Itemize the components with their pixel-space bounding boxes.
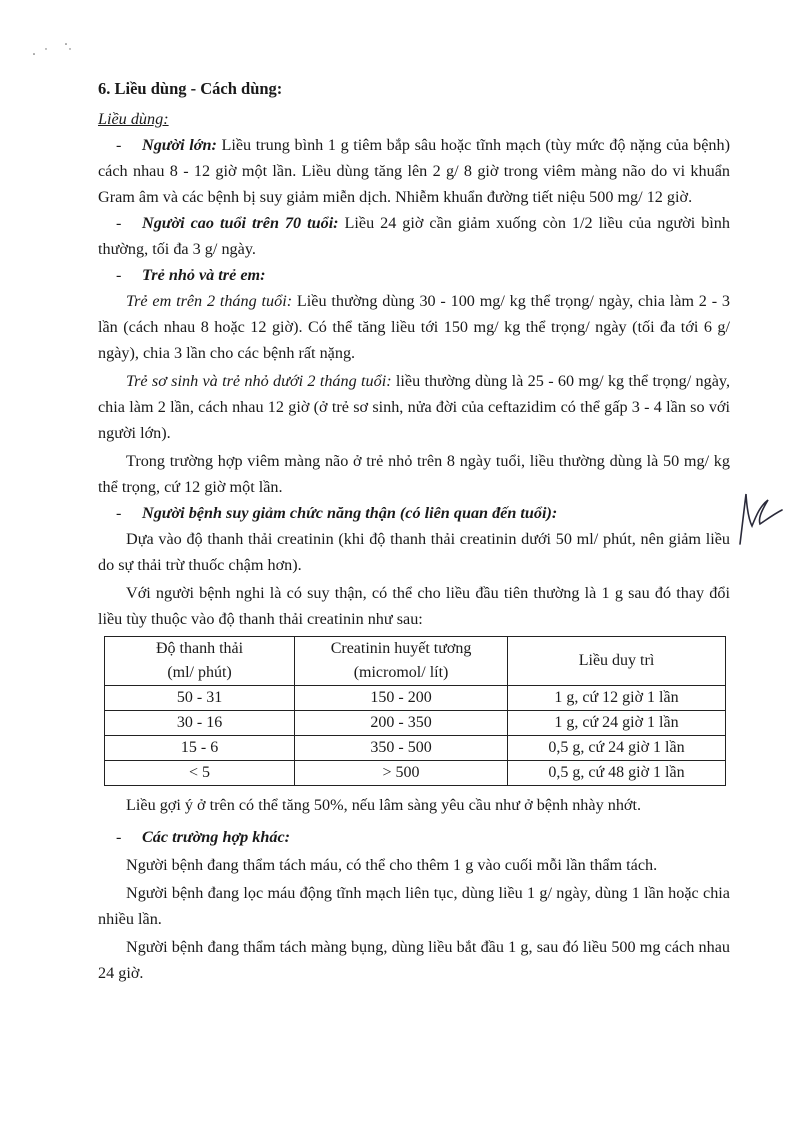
bullet-dash: -: [116, 266, 122, 284]
under2-label: Trẻ sơ sinh và trẻ nhỏ dưới 2 tháng tuổi:: [126, 372, 392, 390]
table-header-cell: Liều duy trì: [507, 637, 725, 686]
other-paragraph-2: Người bệnh đang lọc máu động tĩnh mạch liên tục, dùng liều 1 g/ ngày, dùng 1 lần hoặc chia nhiều lần.: [98, 884, 730, 928]
elderly-text: Liều 24 giờ cần giảm xuống còn 1/2 liều của người bình thường, tối đa 3 g/ ngày.: [98, 214, 730, 258]
table-header-row: [105, 637, 726, 686]
dosage-subheading: Liều dùng:: [98, 110, 169, 128]
table-cell: 15 - 6: [105, 736, 295, 761]
other-label: Các trường hợp khác:: [142, 828, 291, 846]
table-cell: 0,5 g, cứ 24 giờ 1 lần: [507, 736, 725, 761]
bullet-dash: -: [116, 828, 122, 846]
section-heading: 6. Liều dùng - Cách dùng:: [98, 79, 283, 98]
table-row: [105, 736, 726, 761]
handwritten-initials: [732, 480, 788, 550]
table-row: [105, 761, 726, 786]
scan-specks: [30, 40, 80, 60]
table-header-cell: Độ thanh thải (ml/ phút): [105, 637, 295, 686]
adult-label: Người lớn:: [142, 136, 217, 154]
renal-dosage-table: [104, 636, 726, 786]
table-row: [105, 711, 726, 736]
table-cell: 50 - 31: [105, 686, 295, 711]
over2-text: Liều thường dùng 30 - 100 mg/ kg thể trọng/ ngày, chia làm 2 - 3 lần (cách nhau 8 hoặc 12 giờ). Có thể tăng liều tới 150 mg/ kg thể trọng/ ngày (tối đa tới 6 g/ ngày), chia 3 lần cho các bệnh rất nặng.: [98, 292, 730, 362]
renal-label: Người bệnh suy giảm chức năng thận (có liên quan đến tuổi):: [142, 504, 558, 522]
table-header-cell: Creatinin huyết tương (micromol/ lít): [295, 637, 508, 686]
over2-label: Trẻ em trên 2 tháng tuổi:: [126, 292, 293, 310]
table-row: [105, 686, 726, 711]
children-heading: [98, 262, 730, 288]
table-cell: < 5: [105, 761, 295, 786]
renal-heading: [98, 500, 730, 526]
elderly-label: Người cao tuổi trên 70 tuổi:: [142, 214, 339, 232]
children-over-2-months: [98, 288, 730, 366]
table-cell: 350 - 500: [295, 736, 508, 761]
table-cell: 0,5 g, cứ 48 giờ 1 lần: [507, 761, 725, 786]
table-cell: 1 g, cứ 12 giờ 1 lần: [507, 686, 725, 711]
other-heading: [98, 824, 730, 850]
table-cell: > 500: [295, 761, 508, 786]
bullet-dash: -: [116, 214, 122, 232]
table-cell: 1 g, cứ 24 giờ 1 lần: [507, 711, 725, 736]
elderly-dosage: [98, 210, 730, 262]
children-meningitis: Trong trường hợp viêm màng não ở trẻ nhỏ trên 8 ngày tuổi, liều thường dùng là 50 mg/ kg thể trọng, cứ 12 giờ một lần.: [98, 452, 730, 496]
other-paragraph-1: Người bệnh đang thẩm tách máu, có thể cho thêm 1 g vào cuối mỗi lần thẩm tách.: [126, 856, 658, 874]
table-cell: 30 - 16: [105, 711, 295, 736]
children-under-2-months: [98, 368, 730, 446]
bullet-dash: -: [116, 504, 122, 522]
document-content: [98, 76, 730, 986]
renal-paragraph-2: Với người bệnh nghi là có suy thận, có thể cho liều đầu tiên thường là 1 g sau đó thay đổi liều tùy thuộc vào độ thanh thải creatinin như sau:: [98, 584, 730, 628]
bullet-dash: -: [116, 136, 122, 154]
adult-text: Liều trung bình 1 g tiêm bắp sâu hoặc tĩnh mạch (tùy mức độ nặng của bệnh) cách nhau 8 - 12 giờ một lần. Liều dùng tăng lên 2 g/ 8 giờ trong viêm màng não do vi khuẩn Gram âm và các bệnh bị suy giảm miễn dịch. Nhiễm khuẩn đường tiết niệu 500 mg/ 12 giờ.: [98, 136, 730, 206]
renal-paragraph-3: Liều gợi ý ở trên có thể tăng 50%, nếu lâm sàng yêu cầu như ở bệnh nhày nhớt.: [126, 796, 642, 814]
renal-paragraph-1: Dựa vào độ thanh thải creatinin (khi độ thanh thải creatinin dưới 50 ml/ phút, nên giảm liều do sự thải trừ thuốc chậm hơn).: [98, 530, 730, 574]
adult-dosage: [98, 132, 730, 210]
table-cell: 150 - 200: [295, 686, 508, 711]
children-label: Trẻ nhỏ và trẻ em:: [142, 266, 266, 284]
under2-text: liều thường dùng là 25 - 60 mg/ kg thể trọng/ ngày, chia làm 2 lần, cách nhau 12 giờ (ở trẻ sơ sinh, nửa đời của ceftazidim có thể gấp 3 - 4 lần so với người lớn).: [98, 372, 731, 442]
other-paragraph-3: Người bệnh đang thẩm tách màng bụng, dùng liều bắt đầu 1 g, sau đó liều 500 mg cách nhau 24 giờ.: [98, 938, 730, 982]
table-cell: 200 - 350: [295, 711, 508, 736]
